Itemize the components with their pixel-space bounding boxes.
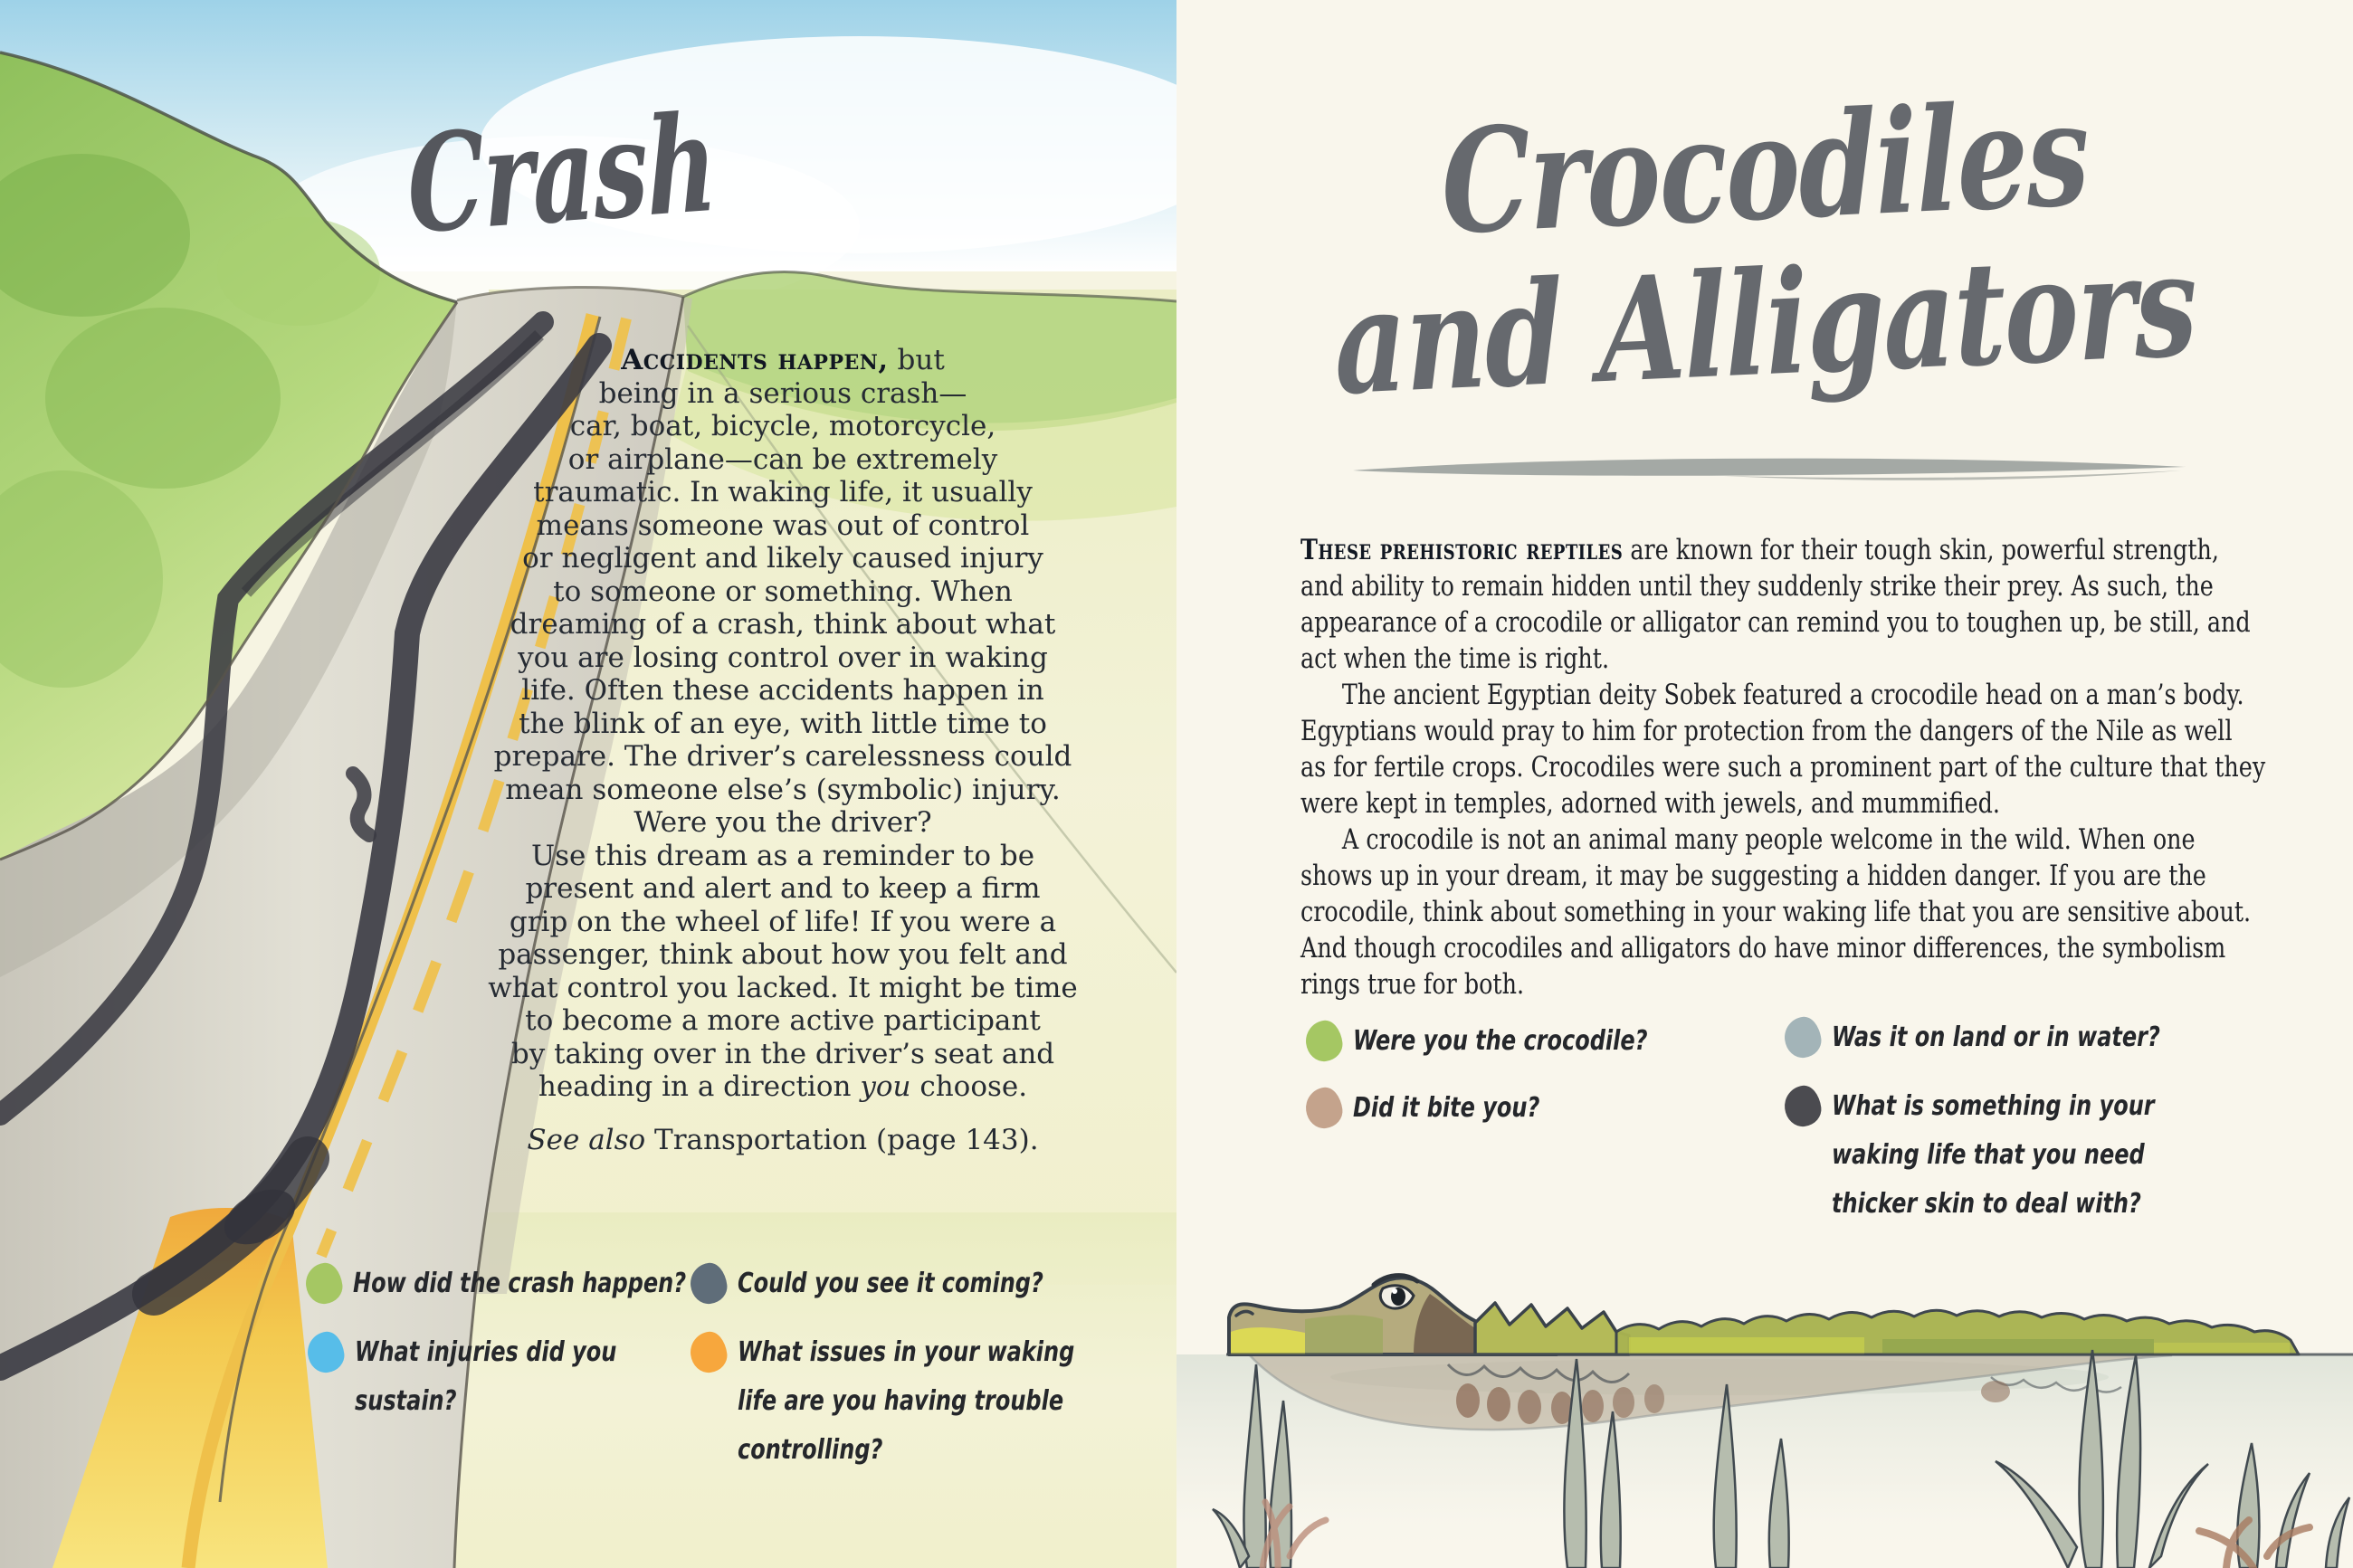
paint-blob-icon: [688, 1330, 729, 1375]
text-line: life are you having trouble: [738, 1385, 1064, 1417]
text-line: car, boat, bicycle, motorcycle,: [569, 410, 996, 442]
croc-paragraph-1: [1300, 568, 2295, 677]
text-line: What is something in your: [1832, 1090, 2155, 1122]
text-line: The ancient Egyptian deity Sobek featured a crocodile head on a man’s body.: [1341, 679, 2244, 711]
text-line: Did it bite you?: [1353, 1092, 1540, 1124]
text-line: act when the time is right.: [1300, 642, 1610, 675]
question-item: [308, 1328, 682, 1426]
paint-blob-icon: [303, 1261, 344, 1307]
crocodile-watercolor-illustration: [1176, 1249, 2353, 1568]
text-line: present and alert and to keep a firm: [525, 872, 1041, 905]
text-line: crocodile, think about something in your waking life that you are sensitive about.: [1300, 896, 2252, 928]
text-line: means someone was out of control: [536, 508, 1030, 542]
text-line: life. Often these accidents happen in: [521, 674, 1044, 707]
text-line: rings true for both.: [1300, 968, 1525, 1001]
text-line: Were you the driver?: [634, 806, 932, 839]
question-text: [1832, 1082, 2155, 1229]
text-line: to become a more active participant: [525, 1004, 1041, 1037]
croc-paragraph-3: [1300, 822, 2295, 1003]
text-line: as for fertile crops. Crocodiles were such a prominent part of the culture that they: [1300, 751, 2266, 784]
see-also-text: Transportation (page 143).: [645, 1123, 1039, 1156]
left-page-crash: [0, 0, 1176, 1568]
lead-in-rest: are known for their tough skin, powerful strength,: [1623, 534, 2219, 566]
text-line: appearance of a crocodile or alligator can remind you to toughen up, be still, and: [1300, 606, 2251, 639]
question-text: [353, 1259, 686, 1308]
text-line: grip on the wheel of life! If you were a: [509, 905, 1057, 938]
paint-blob-icon: [305, 1330, 346, 1375]
text-line: What injuries did you: [355, 1336, 617, 1368]
text-line: Use this dream as a reminder to be: [530, 839, 1035, 872]
text-line: by taking over in the driver’s seat and: [510, 1037, 1055, 1070]
text-line: to someone or something. When: [553, 575, 1013, 608]
text-line: dreaming of a crash, think about what: [510, 608, 1056, 641]
text-line: or negligent and likely caused injury: [522, 542, 1043, 575]
title-underline-brushstroke: [1344, 452, 2195, 489]
text-line: Egyptians would pray to him for protection from the dangers of the Nile as well: [1300, 715, 2233, 747]
text-line: shows up in your dream, it may be suggesting a hidden danger. If you are the: [1300, 860, 2206, 892]
question-item: [691, 1259, 1119, 1308]
question-item: [1306, 1017, 1721, 1066]
question-item: [1785, 1082, 2235, 1229]
text-line: thicker skin to deal with?: [1832, 1188, 2141, 1220]
text-line: were kept in temples, adorned with jewels, and mummified.: [1300, 787, 2001, 820]
see-also-reference: [457, 1124, 1109, 1157]
text-line: passenger, think about how you felt and: [498, 938, 1068, 971]
crash-paragraph-2: [457, 840, 1109, 1071]
page-title-crash: [272, 83, 851, 264]
text-line: traumatic. In waking life, it usually: [533, 476, 1033, 508]
text-line: A crocodile is not an animal many people welcome in the wild. When one: [1341, 823, 2196, 856]
question-text: [738, 1328, 1074, 1475]
page-title-crocodiles: [1176, 71, 2353, 428]
paint-blob-icon: [1782, 1015, 1823, 1060]
text-line: and ability to remain hidden until they suddenly strike their prey. As such, the: [1300, 570, 2214, 603]
text-line: what control you lacked. It might be time: [488, 971, 1078, 1004]
question-item: [1306, 1084, 1586, 1133]
text-line: What issues in your waking: [738, 1336, 1075, 1368]
crash-lead-line: [457, 344, 1109, 377]
text-line: waking life that you need: [1832, 1139, 2145, 1171]
paint-blob-icon: [1303, 1019, 1344, 1064]
text-line: How did the crash happen?: [353, 1268, 687, 1299]
question-item: [691, 1328, 1158, 1475]
crash-last-line: heading in a direction you choose.: [538, 1070, 1028, 1103]
text-line: Were you the crocodile?: [1353, 1025, 1648, 1057]
question-text: [355, 1328, 616, 1426]
question-text: [738, 1259, 1043, 1308]
text-line: prepare. The driver’s carelessness could: [493, 740, 1072, 773]
question-text: [1353, 1017, 1648, 1066]
see-also-prefix: See also: [527, 1123, 646, 1156]
lead-in-rest: but: [888, 344, 945, 376]
croc-lead-line: [1300, 532, 2295, 568]
question-text: [1353, 1084, 1539, 1133]
title-line-1: Crocodiles: [1439, 71, 2091, 267]
text-line: the blink of an eye, with little time to: [519, 707, 1047, 740]
page-title-text: Crash: [404, 83, 719, 264]
text-line: And though crocodiles and alligators do have minor differences, the symbolism: [1300, 932, 2226, 965]
text-line: or airplane—can be extremely: [567, 442, 998, 476]
text-line: Could you see it coming?: [738, 1268, 1043, 1299]
text-line: you are losing control over in waking: [518, 641, 1048, 674]
crocodile-body-text: [1300, 532, 2295, 1003]
paint-blob-icon: [688, 1261, 729, 1307]
text-line: controlling?: [738, 1434, 883, 1466]
lead-in-phrase: These prehistoric reptiles: [1300, 534, 1624, 566]
title-line-2: and Alligators: [1331, 221, 2198, 428]
question-text: [1832, 1013, 2160, 1062]
right-page-crocodiles: [1176, 0, 2353, 1568]
text-line: sustain?: [355, 1385, 457, 1417]
text-line: being in a serious crash—: [598, 376, 967, 410]
text-line: mean someone else’s (symbolic) injury.: [505, 773, 1061, 806]
text-line: Was it on land or in water?: [1832, 1022, 2160, 1053]
lead-in-phrase: Accidents happen,: [621, 344, 889, 376]
question-item: [1785, 1013, 2243, 1062]
croc-paragraph-2: [1300, 677, 2295, 822]
paint-blob-icon: [1303, 1086, 1344, 1131]
crash-body-text: [457, 344, 1109, 1156]
paint-blob-icon: [1782, 1084, 1823, 1129]
crash-paragraph-1: [457, 377, 1109, 840]
